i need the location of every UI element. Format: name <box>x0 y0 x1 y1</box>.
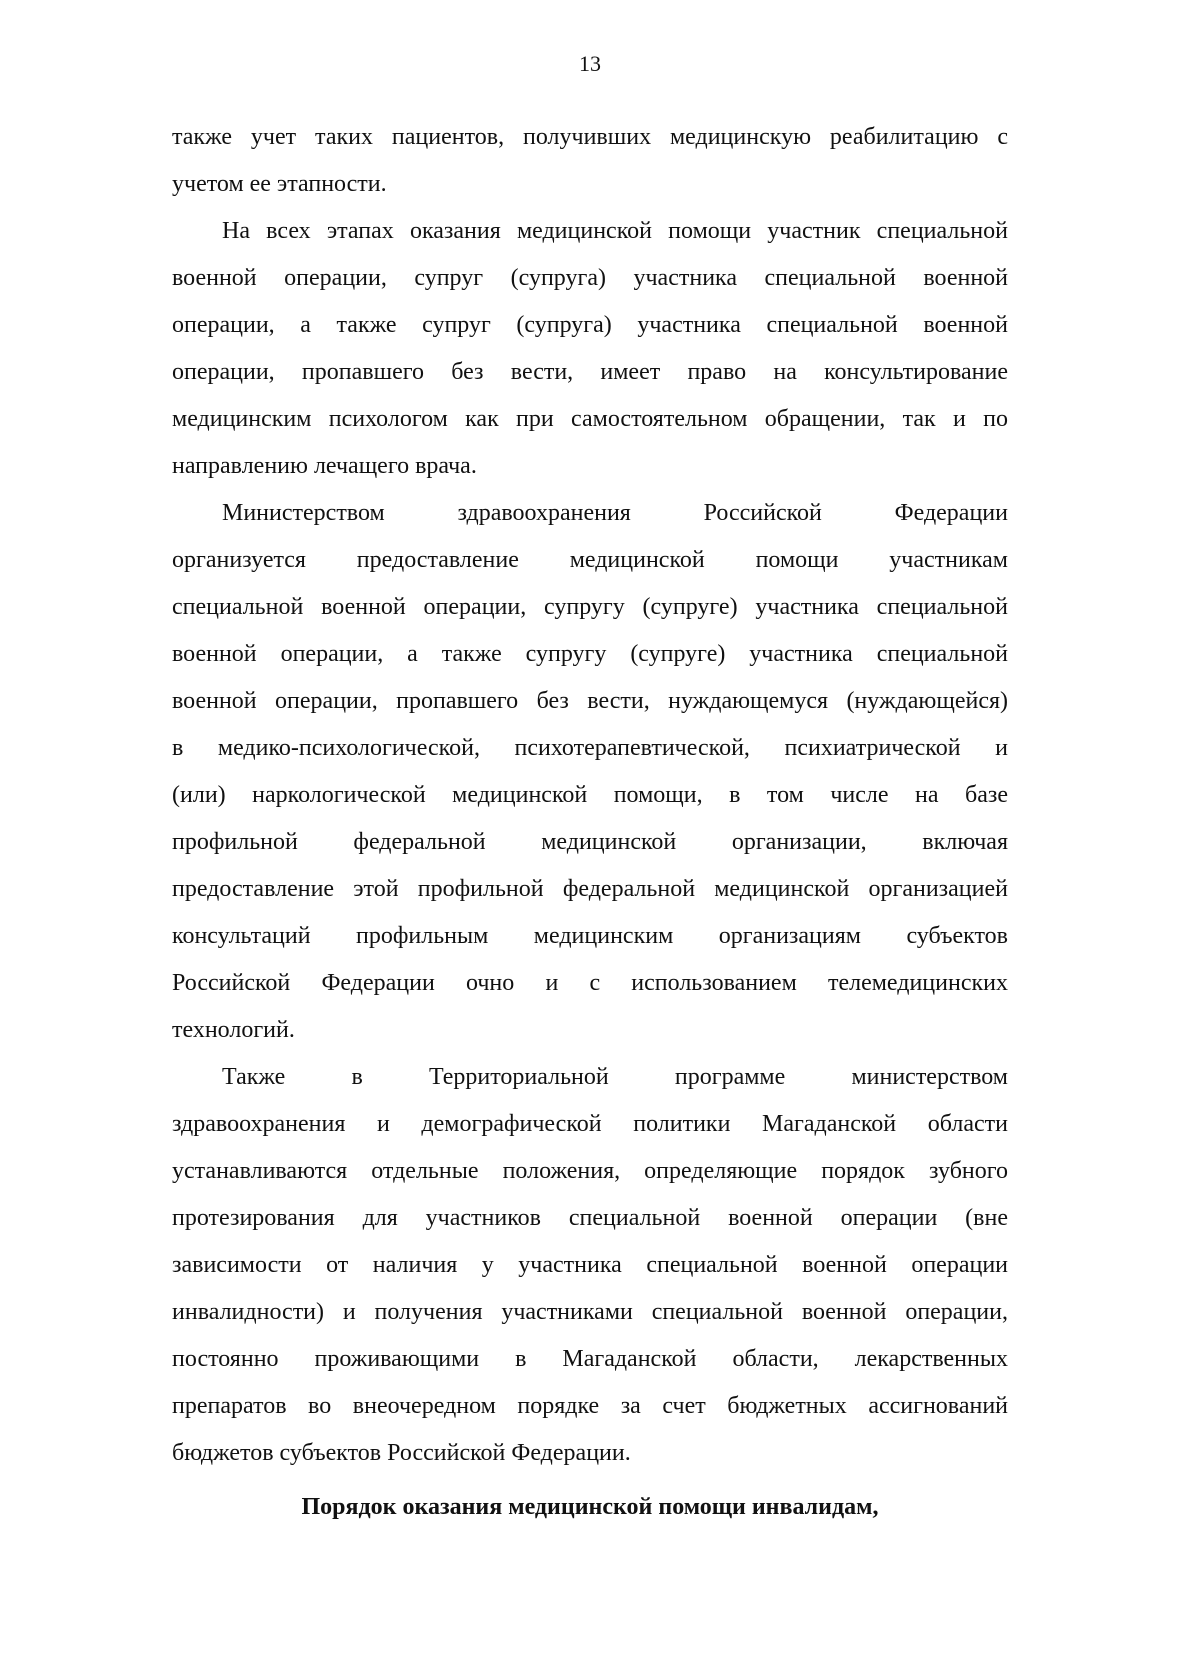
text-line: Российской Федерации очно и с использованием телемедицинских <box>172 970 1008 996</box>
section-heading: Порядок оказания медицинской помощи инвалидам, <box>301 1494 879 1520</box>
text-line: также учет таких пациентов, получивших медицинскую реабилитацию с <box>172 124 1008 150</box>
text-line: в медико-психологической, психотерапевтической, психиатрической и <box>172 735 1008 761</box>
text-line: На всех этапах оказания медицинской помощи участник специальной <box>222 218 1008 244</box>
text-line: военной операции, а также супругу (супруге) участника специальной <box>172 641 1008 667</box>
text-line: медицинским психологом как при самостоятельном обращении, так и по <box>172 406 1008 432</box>
text-line: устанавливаются отдельные положения, определяющие порядок зубного <box>172 1158 1008 1184</box>
text-line: Также в Территориальной программе министерством <box>222 1064 1008 1090</box>
text-line: организуется предоставление медицинской помощи участникам <box>172 547 1008 573</box>
paragraph <box>172 1054 1008 1477</box>
text-line: военной операции, пропавшего без вести, нуждающемуся (нуждающейся) <box>172 688 1008 714</box>
text-line: направлению лечащего врача. <box>172 453 477 479</box>
text-line: учетом ее этапности. <box>172 171 387 197</box>
text-line: зависимости от наличия у участника специальной военной операции <box>172 1252 1008 1278</box>
document-content <box>172 114 1008 1527</box>
text-line: препаратов во внеочередном порядке за счет бюджетных ассигнований <box>172 1393 1008 1419</box>
text-line: инвалидности) и получения участниками специальной военной операции, <box>172 1299 1008 1325</box>
text-line: операции, пропавшего без вести, имеет право на консультирование <box>172 359 1008 385</box>
text-line: здравоохранения и демографической политики Магаданской области <box>172 1111 1008 1137</box>
text-line: бюджетов субъектов Российской Федерации. <box>172 1440 631 1466</box>
page-number: 13 <box>579 51 601 76</box>
document-body <box>172 114 1008 1477</box>
text-line: протезирования для участников специальной военной операции (вне <box>172 1205 1008 1231</box>
text-line: (или) наркологической медицинской помощи, в том числе на базе <box>172 782 1008 808</box>
text-line: предоставление этой профильной федеральной медицинской организацией <box>172 876 1008 902</box>
text-line: военной операции, супруг (супруга) участника специальной военной <box>172 265 1008 291</box>
text-line: технологий. <box>172 1017 295 1043</box>
text-line: специальной военной операции, супругу (супруге) участника специальной <box>172 594 1008 620</box>
text-line: постоянно проживающими в Магаданской области, лекарственных <box>172 1346 1008 1372</box>
text-line: Министерством здравоохранения Российской Федерации <box>222 500 1008 526</box>
paragraph <box>172 208 1008 490</box>
text-line: консультаций профильным медицинским организациям субъектов <box>172 923 1008 949</box>
text-line: профильной федеральной медицинской организации, включая <box>172 829 1008 855</box>
paragraph <box>172 490 1008 1054</box>
text-line: операции, а также супруг (супруга) участника специальной военной <box>172 312 1008 338</box>
paragraph <box>172 114 1008 208</box>
